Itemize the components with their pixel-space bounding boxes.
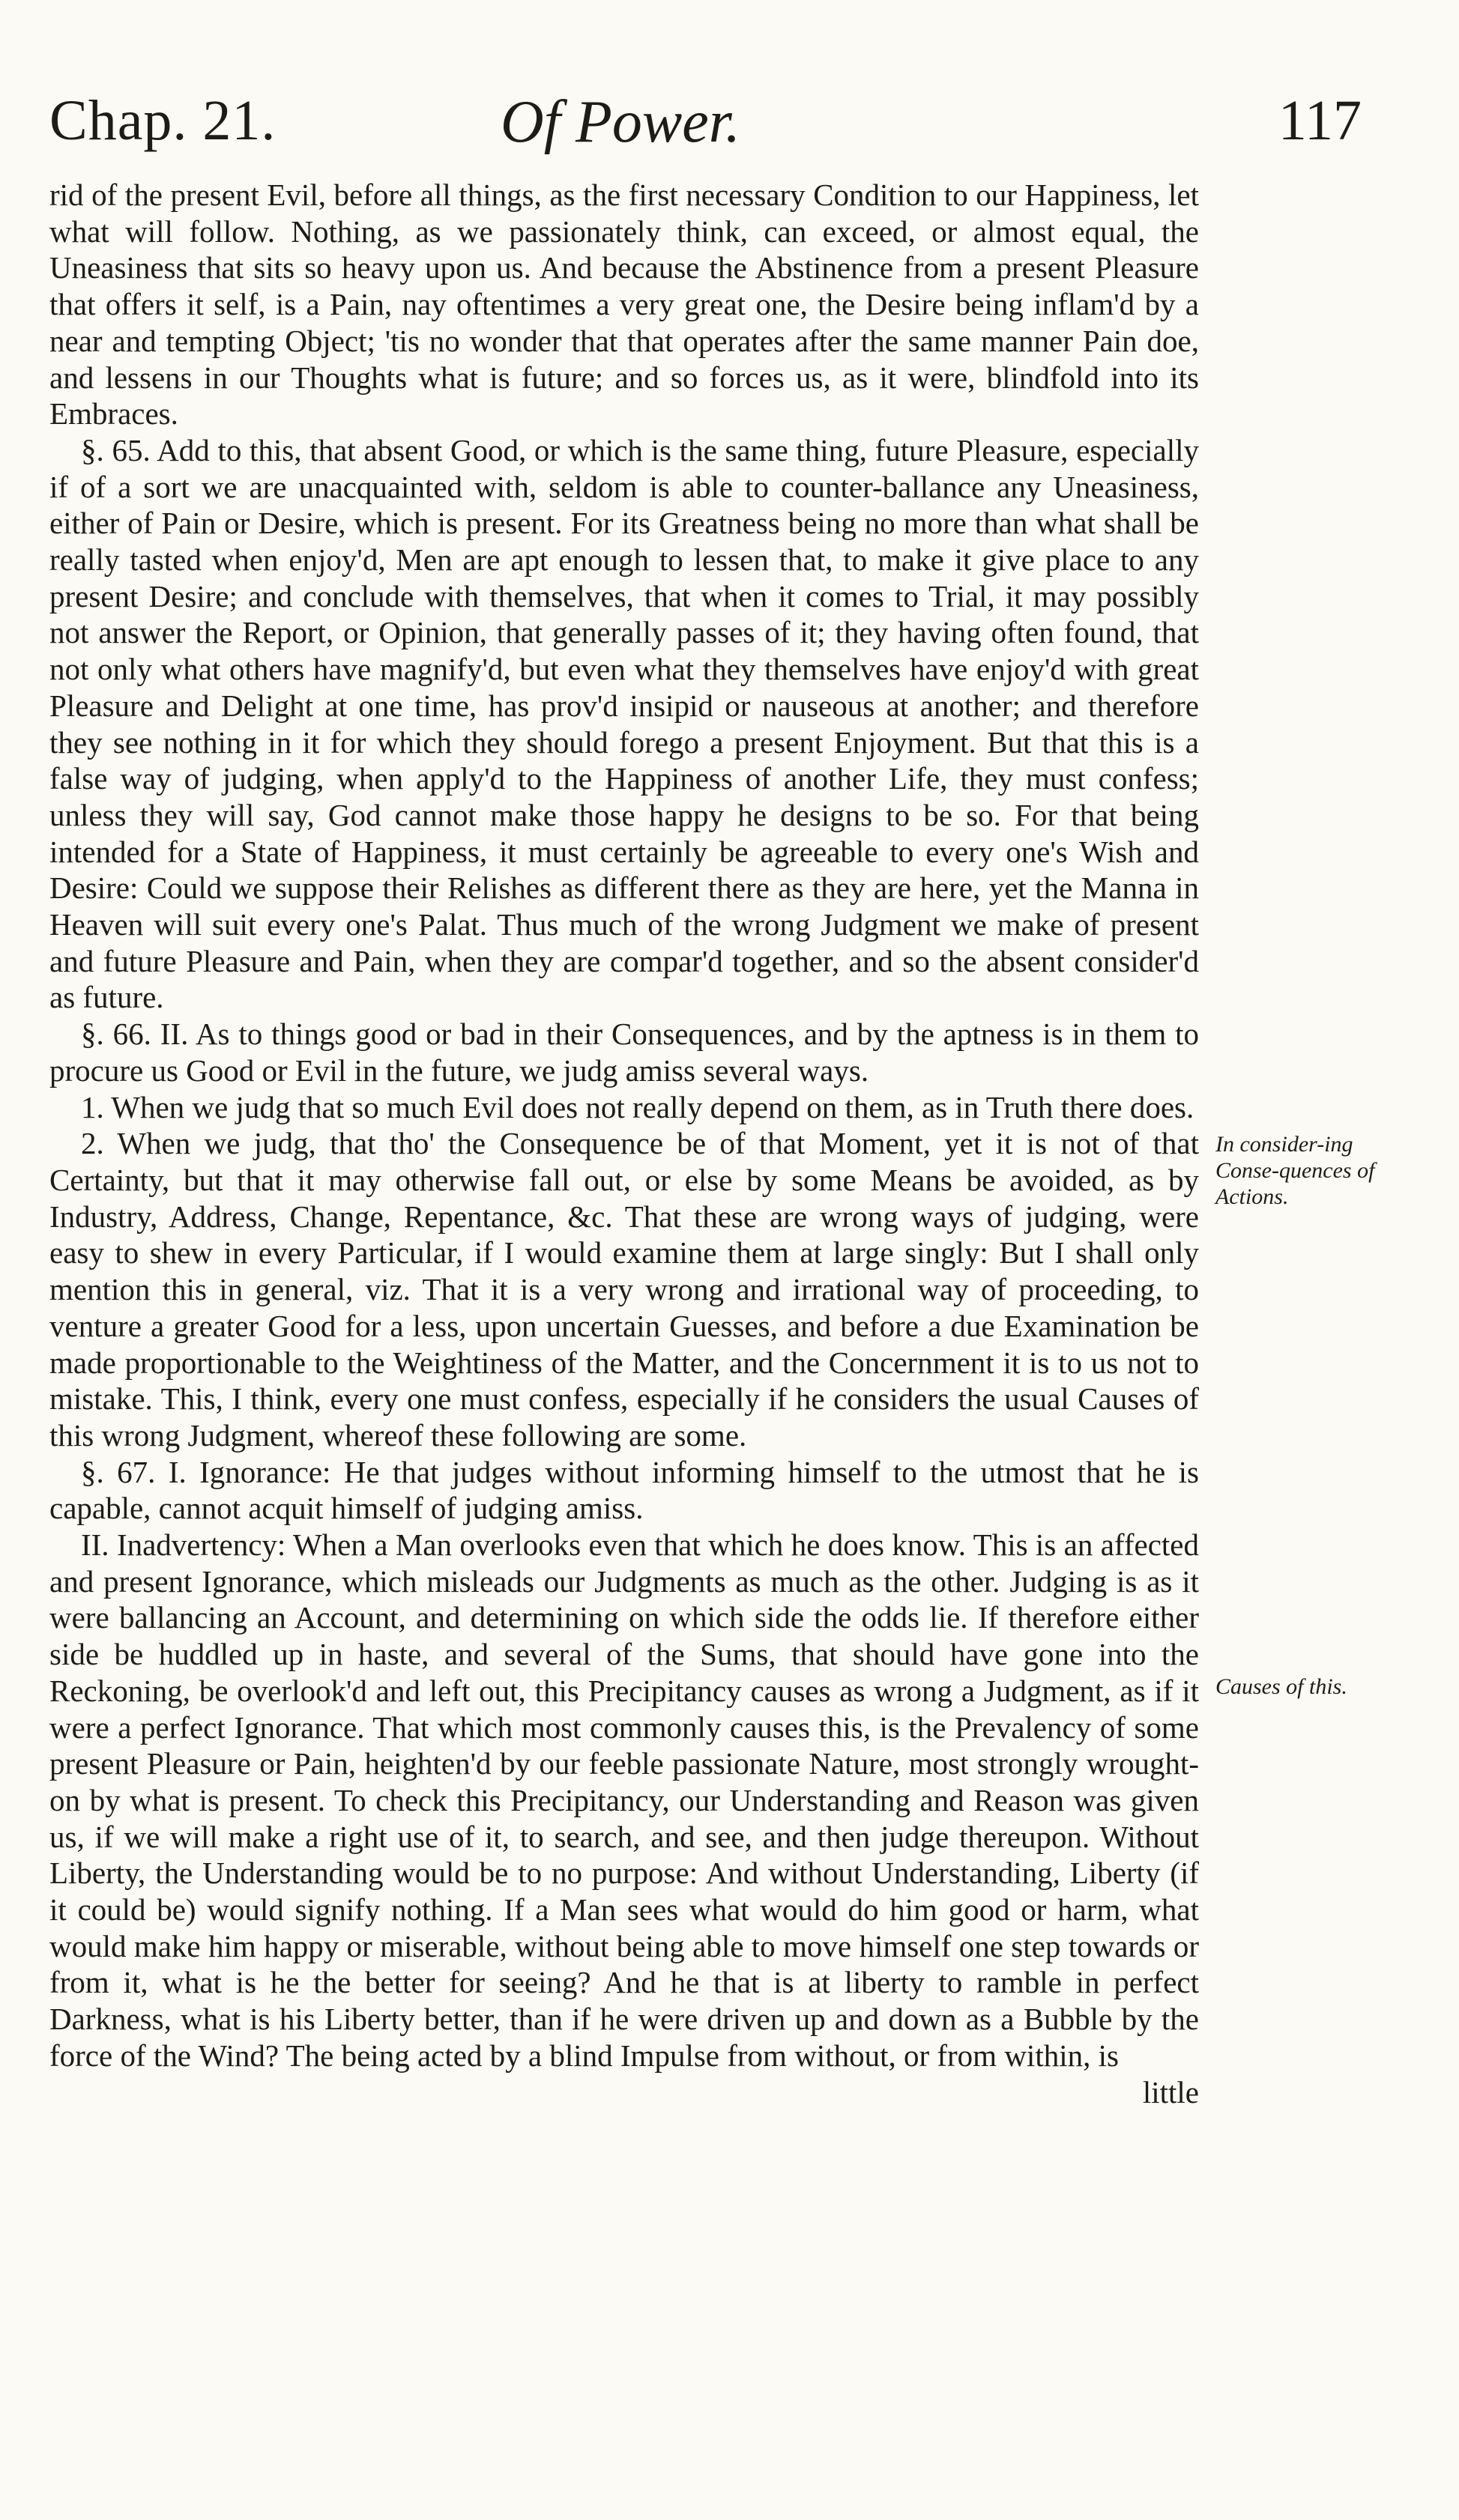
paragraph-inadvertency: II. Inadvertency: When a Man overlooks even that which he does know. This is an affected and present Ignorance, which misleads our Judgments as much as the other. Judging is as it were ballancing an Account, and determining on which side the odds lie. If therefore either side be huddled up in haste, and several of the Sums, that should have gone into the Reckoning, be overlook'd and left out, this Precipitancy causes as wrong a Judgment, as if it were a perfect Ignorance. That which most commonly causes this, is the Prevalency of some present Pleasure or Pain, heighten'd by our feeble passionate Nature, most strongly wrought-on by what is present. To check this Precipitancy, our Understanding and Reason was given us, if we will make a right use of it, to search, and see, and then judge thereupon. Without Liberty, the Understanding would be to no purpose: And without Understanding, Liberty (if it could be) would signify nothing. If a Man sees what would do him good or harm, what would make him happy or miserable, without being able to move himself one step towards or from it, what is he the better for seeing? And he that is at liberty to ramble in perfect Darkness, what is his Liberty better, than if he were driven up and down as a Bubble by the force of the Wind? The being acted by a blind Impulse from without, or from within, is bbox=[49, 1527, 1199, 2073]
paragraph-section-65: §. 65. Add to this, that absent Good, or which is the same thing, future Pleasure, especially if of a sort we are unacquainted with, seldom is able to counter-ballance any Uneasiness, either of Pain or Desire, which is present. For its Greatness being no more than what shall be really tasted when enjoy'd, Men are apt enough to lessen that, to make it give place to any present Desire; and conclude with themselves, that when it comes to Trial, it may possibly not answer the Report, or Opinion, that generally passes of it; they having often found, that not only what others have magnify'd, but even what they themselves have enjoy'd with great Pleasure and Delight at one time, has prov'd insipid or nauseous at another; and therefore they see nothing in it for which they should forego a present Enjoyment. But that this is a false way of judging, when apply'd to the Happiness of another Life, they must confess; unless they will say, God cannot make those happy he designs to be so. For that being intended for a State of Happiness, it must certainly be agreeable to every one's Wish and Desire: Could we suppose their Relishes as different there as they are here, yet the Manna in Heaven will suit every one's Palat. Thus much of the wrong Judgment we make of present and future Pleasure and Pain, when they are compar'd together, and so the absent consider'd as future. bbox=[49, 432, 1199, 1015]
paragraph-section-66: §. 66. II. As to things good or bad in their Consequences, and by the aptness is in them to procure us Good or Evil in the future, we judg amiss several ways. bbox=[49, 1017, 1199, 1088]
page-number: 117 bbox=[1278, 89, 1362, 152]
paragraph-section-67: §. 67. I. Ignorance: He that judges without informing himself to the utmost that he is capable, cannot acquit himself of judging amiss. bbox=[49, 1454, 1199, 1526]
paragraph-point-1: 1. When we judg that so much Evil does not really depend on them, as in Truth there does. bbox=[81, 1089, 1194, 1124]
catchword: little bbox=[1142, 2074, 1199, 2109]
margin-note-inconsiderate: In consider-ing Conse-quences of Actions. bbox=[1215, 1132, 1375, 1209]
paragraph-continuation: rid of the present Evil, before all things, as the first necessary Condition to our Happiness, let what will follow. Nothing, as we passionately think, can exceed, or almost equal, the Uneasiness that sits so heavy upon us. And because the Abstinence from a present Pleasure that offers it self, is a Pain, nay oftentimes a very great one, the Desire being inflam'd by a near and tempting Object; 'tis no wonder that that operates after the same manner Pain doe, and lessens in our Thoughts what is future; and so forces us, as it were, blindfold into its Embraces. bbox=[49, 178, 1199, 431]
chapter-label: Chap. 21. bbox=[49, 89, 277, 152]
running-header bbox=[49, 88, 1362, 163]
paragraph-point-2: 2. When we judg, that tho' the Consequence be of that Moment, yet it is not of that Certainty, but that it may otherwise fall out, or else by some Means be avoided, as by Industry, Address, Change, Repentance, &c. That these are wrong ways of judging, were easy to shew in every Particular, if I would examine them at large singly: But I shall only mention this in general, viz. That it is a very wrong and irrational way of proceeding, to venture a greater Good for a less, upon uncertain Guesses, and before a due Examination be made proportionable to the Weightiness of the Matter, and the Concernment it is to us not to mistake. This, I think, every one must confess, especially if he considers the usual Causes of this wrong Judgment, whereof these following are some. bbox=[49, 1126, 1199, 1453]
margin-note-causes: Causes of this. bbox=[1215, 1674, 1347, 1699]
body-text bbox=[49, 177, 1199, 2110]
page-title: Of Power. bbox=[501, 89, 740, 155]
